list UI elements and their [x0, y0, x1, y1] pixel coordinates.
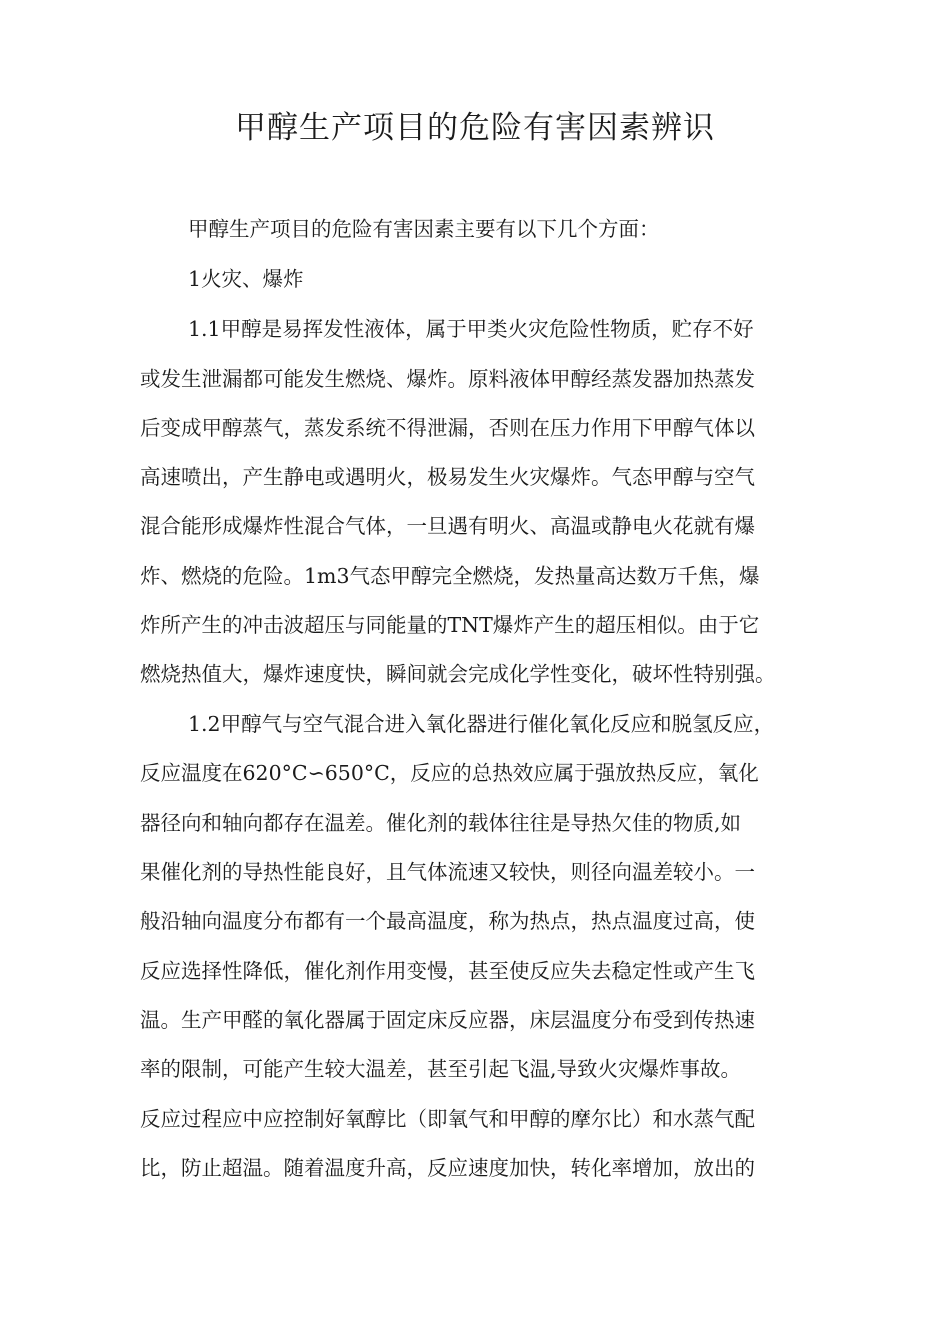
- text-line: 或发生泄漏都可能发生燃烧、爆炸。原料液体甲醇经蒸发器加热蒸发: [140, 367, 755, 391]
- text-line: 率的限制，可能产生较大温差，甚至引起飞温,导致火灾爆炸事故。: [140, 1057, 742, 1081]
- document-title: 甲醇生产项目的危险有害因素辨识: [235, 110, 715, 146]
- text-line: 反应过程应中应控制好氧醇比（即氧气和甲醇的摩尔比）和水蒸气配: [140, 1107, 755, 1131]
- text-line: 般沿轴向温度分布都有一个最高温度，称为热点，热点温度过高，使: [140, 909, 755, 933]
- section-heading-fire-explosion: 1火灾、爆炸: [188, 267, 304, 291]
- text-line: 器径向和轴向都存在温差。催化剂的载体往往是导热欠佳的物质,如: [140, 811, 742, 835]
- text-line: 燃烧热值大，爆炸速度快，瞬间就会完成化学性变化，破坏性特别强。: [140, 662, 776, 686]
- text-line: 比，防止超温。随着温度升高，反应速度加快，转化率增加，放出的: [140, 1156, 755, 1180]
- text-line: 果催化剂的导热性能良好，且气体流速又较快，则径向温差较小。一: [140, 860, 755, 884]
- text-line: 1.2甲醇气与空气混合进入氧化器进行催化氧化反应和脱氢反应，: [188, 712, 775, 736]
- text-line: 反应选择性降低，催化剂作用变慢，甚至使反应失去稳定性或产生飞: [140, 959, 755, 983]
- text-line: 炸、燃烧的危险。1m3气态甲醇完全燃烧，发热量高达数万千焦，爆: [140, 564, 760, 588]
- text-line: 1.1甲醇是易挥发性液体，属于甲类火灾危险性物质，贮存不好: [188, 317, 754, 341]
- text-line: 混合能形成爆炸性混合气体，一旦遇有明火、高温或静电火花就有爆: [140, 514, 755, 538]
- text-line: 后变成甲醇蒸气，蒸发系统不得泄漏，否则在压力作用下甲醇气体以: [140, 416, 755, 440]
- text-line: 高速喷出，产生静电或遇明火，极易发生火灾爆炸。气态甲醇与空气: [140, 465, 755, 489]
- text-line: 温。生产甲醛的氧化器属于固定床反应器，床层温度分布受到传热速: [140, 1008, 755, 1032]
- text-line: 炸所产生的冲击波超压与同能量的TNT爆炸产生的超压相似。由于它: [140, 613, 760, 637]
- intro-paragraph: 甲醇生产项目的危险有害因素主要有以下几个方面：: [188, 217, 660, 241]
- text-line: 反应温度在620°C∽650°C，反应的总热效应属于强放热反应，氧化: [140, 761, 759, 785]
